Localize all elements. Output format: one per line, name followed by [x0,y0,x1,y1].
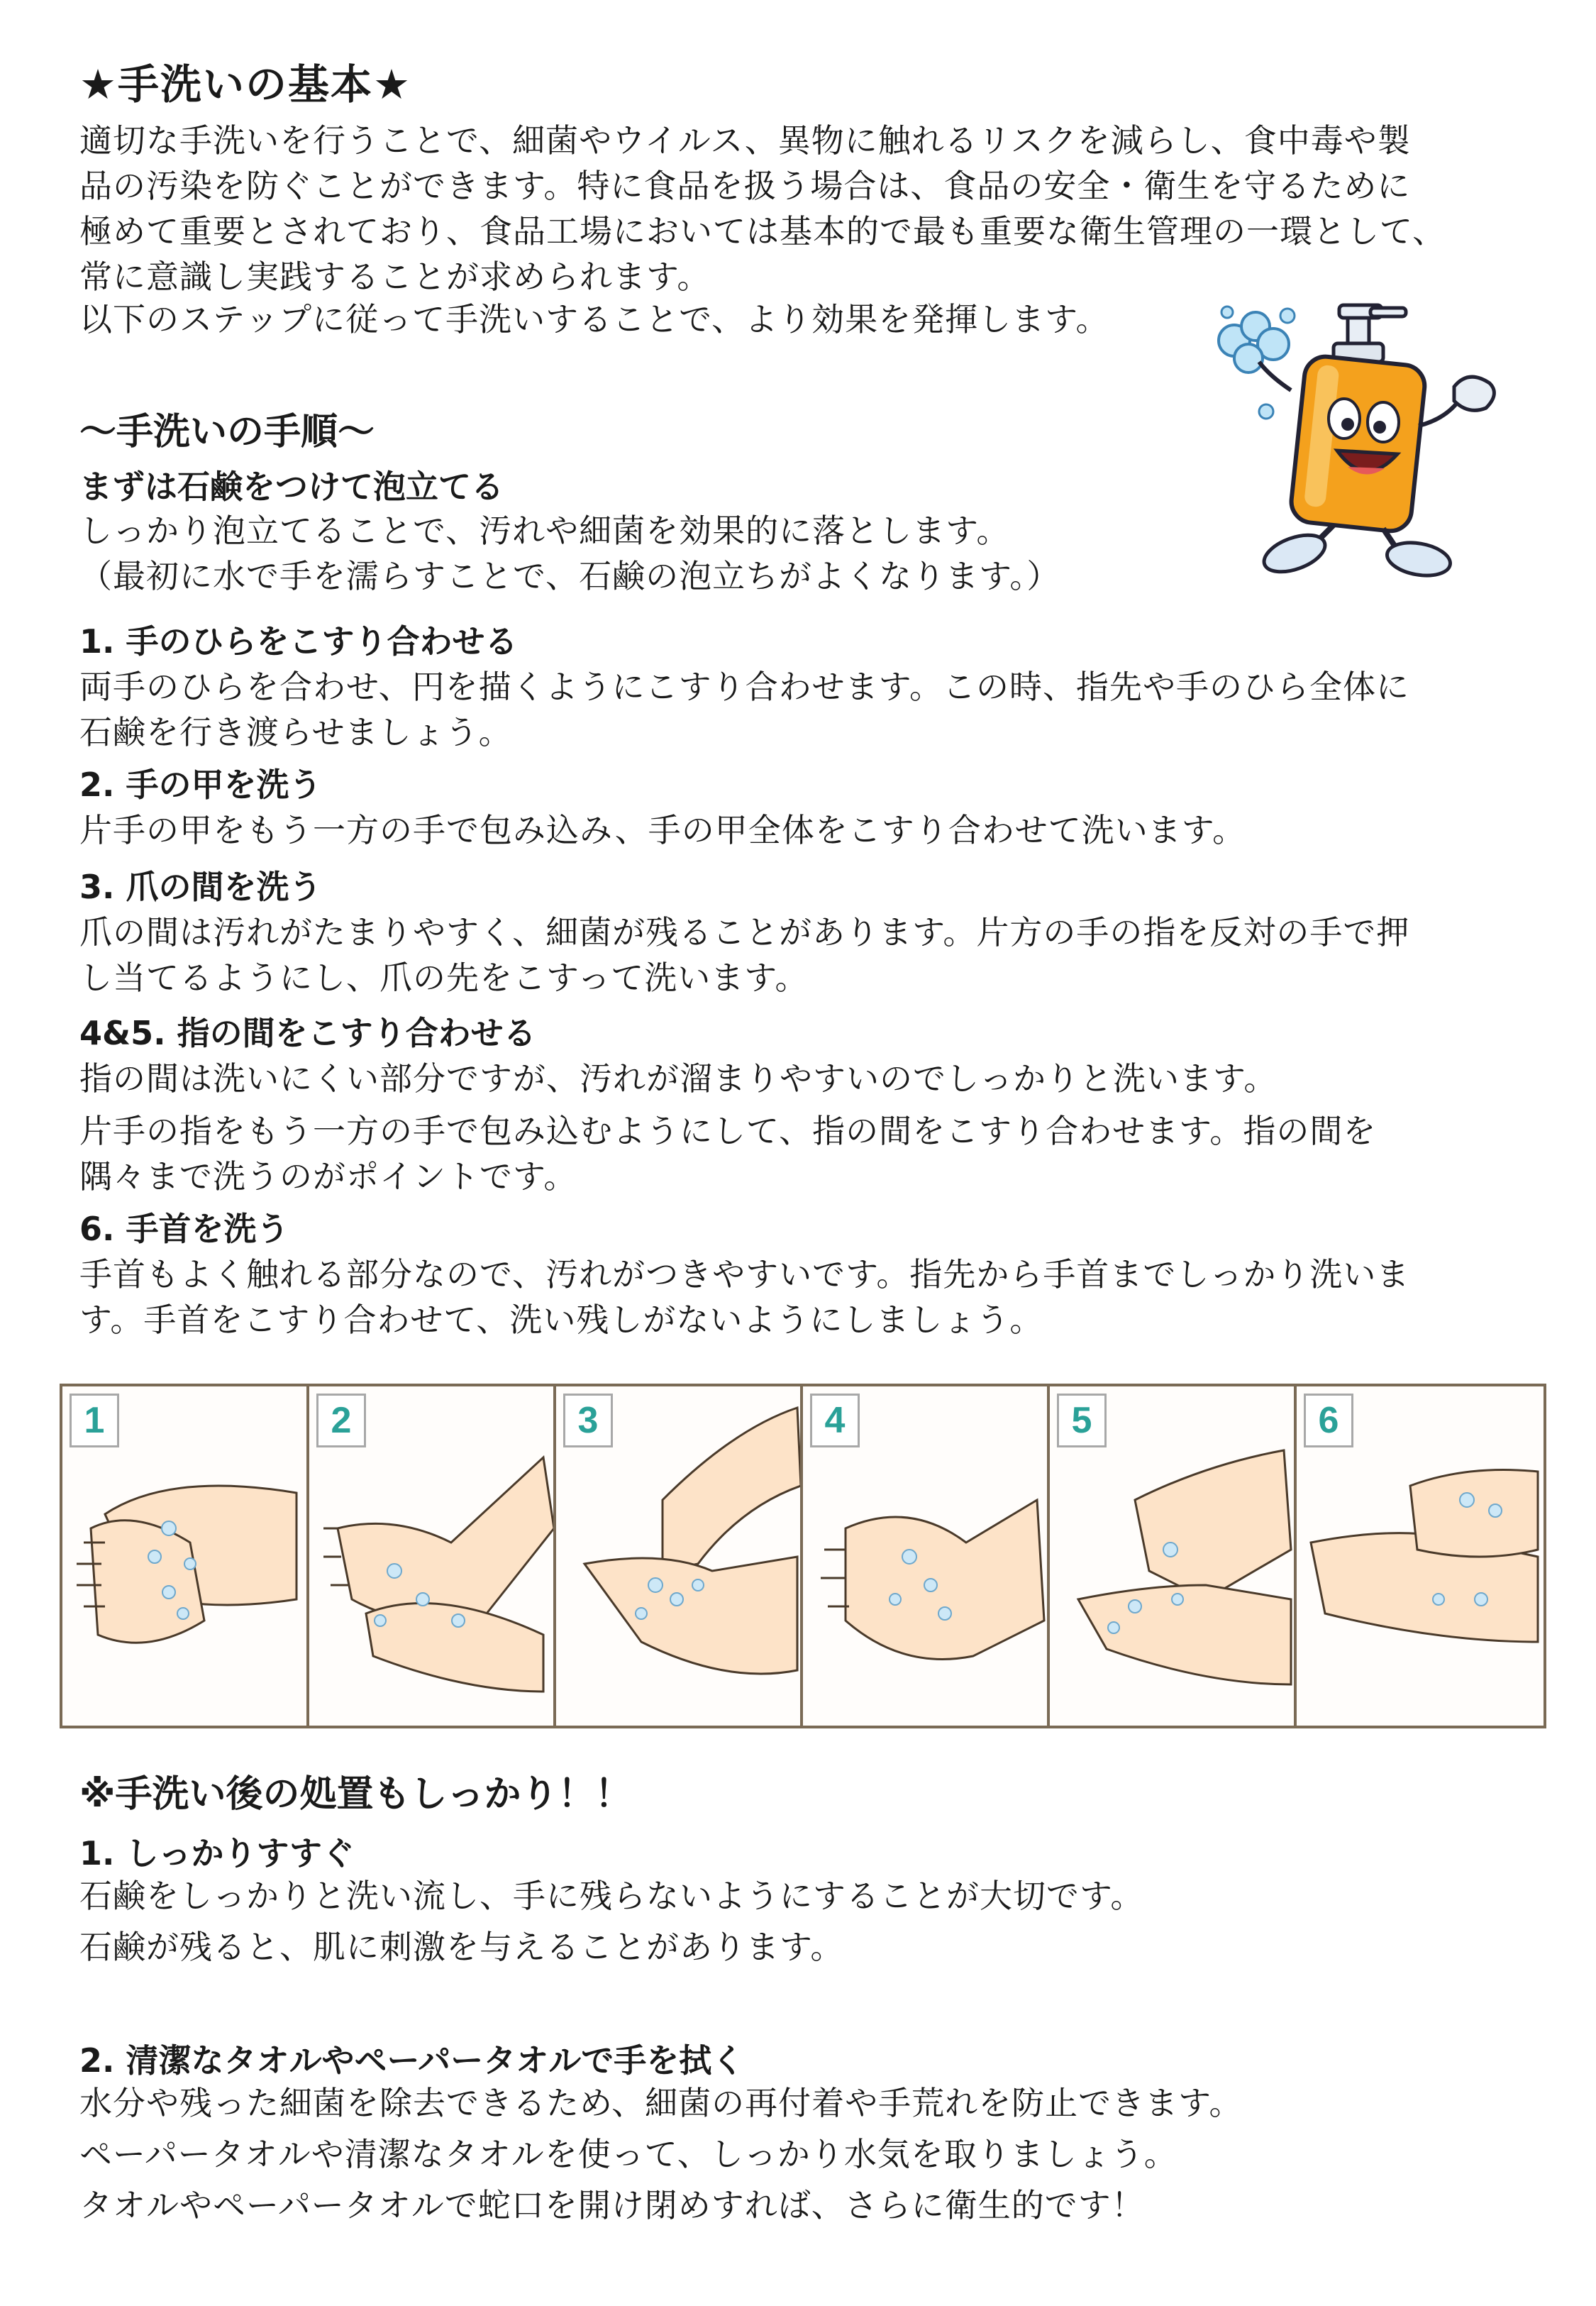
step2-line: 片手の甲をもう一方の手で包み込み、手の甲全体をこすり合わせて洗います。 [79,811,1246,849]
panel-3 [556,1386,803,1726]
step6-text [79,1252,1534,1342]
panel-number: 3 [563,1394,613,1447]
panel-6 [1297,1386,1544,1726]
step3-heading: 3. 爪の間を洗う [79,868,322,906]
intro-line-2: 以下のステップに従って手洗いすることで、より効果を発揮します。 [79,300,1109,338]
step0-line: （最初に水で手を濡らすことで、石鹸の泡立ちがよくなります。） [79,557,1060,595]
intro-paragraph [79,118,1534,299]
procedure-heading: 〜手洗いの手順〜 [79,411,375,453]
page-title: ★手洗いの基本★ [79,60,411,109]
step1-heading: 1. 手のひらをこすり合わせる [79,622,518,661]
after-heading: ※手洗い後の処置もしっかり！！ [79,1773,632,1816]
palms-rubbing-hands-icon [62,1386,309,1726]
step6-line: 手首もよく触れる部分なので、汚れがつきやすいです。指先から手首までしっかり洗いま [79,1255,1410,1293]
panel-number: 5 [1057,1394,1107,1447]
step0-line: しっかり泡立てることで、汚れや細菌を効果的に落とします。 [79,512,1010,550]
step0-heading: まずは石鹸をつけて泡立てる [79,468,504,506]
step6-heading: 6. 手首を洗う [79,1210,289,1248]
handwashing-illustration-strip [60,1384,1546,1728]
step3-line: 爪の間は汚れがたまりやすく、細菌が残ることがあります。片方の手の指を反対の手で押 [79,913,1410,951]
step1-text [79,664,1534,755]
intro-line: 極めて重要とされており、食品工場においては基本的で最も重要な衛生管理の一環として、 [79,212,1446,250]
intro-line: 品の汚染を防ぐことができます。特に食品を扱う場合は、食品の安全・衛生を守るために [79,167,1411,205]
interlaced-fingers-wash-icon [1050,1386,1297,1726]
after2-line3: タオルやペーパータオルで蛇口を開け閉めすれば、さらに衛生的です！ [79,2186,1145,2224]
step45-heading: 4&5. 指の間をこすり合わせる [79,1014,536,1052]
after1-line1: 石鹸をしっかりと洗い流し、手に残らないようにすることが大切です。 [79,1877,1144,1915]
step45-line: 片手の指をもう一方の手で包み込むようにして、指の間をこすり合わせます。指の間を [79,1112,1377,1150]
step0-text [79,508,1534,599]
fingernails-wash-icon [556,1386,803,1726]
after1-line2: 石鹸が残ると、肌に刺激を与えることがあります。 [79,1928,844,1966]
step2-text [79,807,1534,853]
panel-number: 1 [70,1394,119,1447]
step45-text [79,1108,1534,1199]
after2-heading: 2. 清潔なタオルやペーパータオルで手を拭く [79,2041,745,2080]
step3-line: し当てるようにし、爪の先をこすって洗います。 [79,959,809,997]
step2-heading: 2. 手の甲を洗う [79,766,322,804]
panel-5 [1050,1386,1297,1726]
step1-line: 石鹸を行き渡らせましょう。 [79,713,512,751]
intro-line: 適切な手洗いを行うことで、細菌やウイルス、異物に触れるリスクを減らし、食中毒や製 [79,121,1411,160]
panel-4 [803,1386,1050,1726]
after2-line1: 水分や残った細菌を除去できるため、細菌の再付着や手荒れを防止できます。 [79,2084,1243,2122]
step45-line: 隅々まで洗うのがポイントです。 [79,1157,577,1196]
back-of-hand-wash-icon [309,1386,556,1726]
panel-1 [62,1386,309,1726]
after1-heading: 1. しっかりすすぐ [79,1834,355,1872]
intro-line: 常に意識し実践することが求められます。 [79,258,711,296]
between-fingers-wash-icon [803,1386,1050,1726]
panel-number: 4 [810,1394,860,1447]
after2-line2: ペーパータオルや清潔なタオルを使って、しっかり水気を取りましょう。 [79,2135,1177,2173]
step1-line: 両手のひらを合わせ、円を描くようにこすり合わせます。この時、指先や手のひら全体に [79,668,1409,706]
step45-line1: 指の間は洗いにくい部分ですが、汚れが溜まりやすいのでしっかりと洗います。 [79,1059,1278,1098]
step6-line: す。手首をこすり合わせて、洗い残しがないようにしましょう。 [79,1301,1043,1339]
step3-text [79,910,1534,1000]
panel-2 [309,1386,556,1726]
panel-number: 2 [316,1394,366,1447]
wrist-wash-icon [1297,1386,1544,1726]
panel-number: 6 [1304,1394,1353,1447]
